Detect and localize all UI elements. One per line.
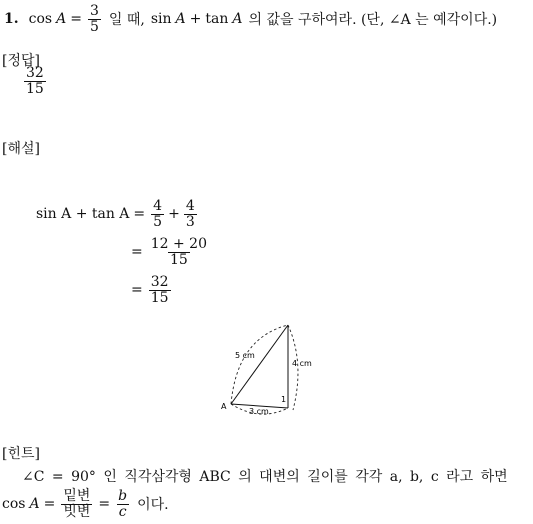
hint-var-c: c (118, 503, 127, 520)
right-angle-mark: 1 (281, 395, 287, 404)
hint-frac-denominator: 빗변 (63, 503, 91, 520)
hypotenuse-label: 5 cm (235, 351, 255, 360)
explanation-eq-3: = (131, 282, 143, 298)
var-a-2: A (175, 11, 186, 27)
base-label: 3 cm (249, 407, 269, 416)
frac2-denominator: 3 (185, 213, 195, 230)
frac1-denominator: 5 (153, 213, 163, 230)
vertex-a-label: A (221, 402, 227, 411)
explanation-line-2 (131, 233, 211, 271)
cos-text: cos (28, 11, 53, 27)
sum-denominator: 15 (169, 251, 188, 268)
fraction-result (149, 275, 171, 305)
hint-frac-numerator: 밑변 (63, 487, 91, 504)
sum-numerator: 12 + 20 (150, 235, 207, 252)
hint-var-b: b (118, 487, 128, 504)
hint-fraction-vars (116, 489, 129, 519)
given-numerator: 3 (89, 2, 99, 19)
answer-numerator: 32 (26, 65, 44, 81)
sin-text: sin (150, 11, 172, 27)
explanation-lhs: sin A + tan A (36, 206, 130, 222)
tan-text: tan (205, 11, 229, 27)
triangle-diagram (215, 318, 325, 423)
frac1-numerator: 4 (153, 197, 163, 214)
hint-eq-1: = (43, 496, 56, 512)
prefix-text: 일 때, (108, 12, 145, 28)
answer-denominator: 15 (26, 80, 44, 97)
explanation-line-3 (131, 271, 173, 309)
frac2-numerator: 4 (185, 197, 195, 214)
hint-line-2 (2, 486, 169, 522)
answer-label: [정답] (2, 53, 40, 69)
fraction-sum (149, 237, 209, 267)
result-denominator: 15 (150, 289, 169, 306)
problem-statement (4, 2, 497, 36)
hint-fraction-words (61, 489, 92, 519)
explanation-line-1 (36, 195, 199, 233)
equals-sign: = (70, 11, 82, 27)
given-fraction (88, 4, 101, 34)
fraction-4-3 (184, 199, 197, 229)
answer-fraction (24, 66, 46, 96)
given-denominator: 5 (89, 18, 99, 35)
explanation-eq-1: = (133, 206, 146, 222)
explanation-label: [해설] (2, 141, 40, 157)
hint-suffix: 이다. (137, 497, 169, 513)
plus-sign: + (189, 11, 202, 27)
explanation-plus: + (168, 206, 180, 222)
hint-line-1: ∠C = 90° 인 직각삼각형 ABC 의 대변의 길이를 각각 a, b, c 라고 하면 (22, 469, 508, 485)
hint-eq-2: = (98, 496, 111, 512)
var-a-3: A (232, 11, 243, 27)
vertical-label: 4 cm (292, 359, 312, 368)
hypotenuse-side (231, 325, 288, 404)
problem-number: 1. (4, 11, 19, 27)
suffix-text: 의 값을 구하여라. (단, ∠A 는 예각이다.) (248, 12, 498, 28)
hint-cos-text: cos (2, 496, 26, 512)
hint-label: [힌트] (2, 446, 40, 462)
result-numerator: 32 (150, 273, 169, 290)
fraction-4-5 (151, 199, 164, 229)
var-a: A (56, 11, 67, 27)
explanation-eq-2: = (131, 244, 143, 260)
hint-var-a: A (29, 496, 40, 512)
